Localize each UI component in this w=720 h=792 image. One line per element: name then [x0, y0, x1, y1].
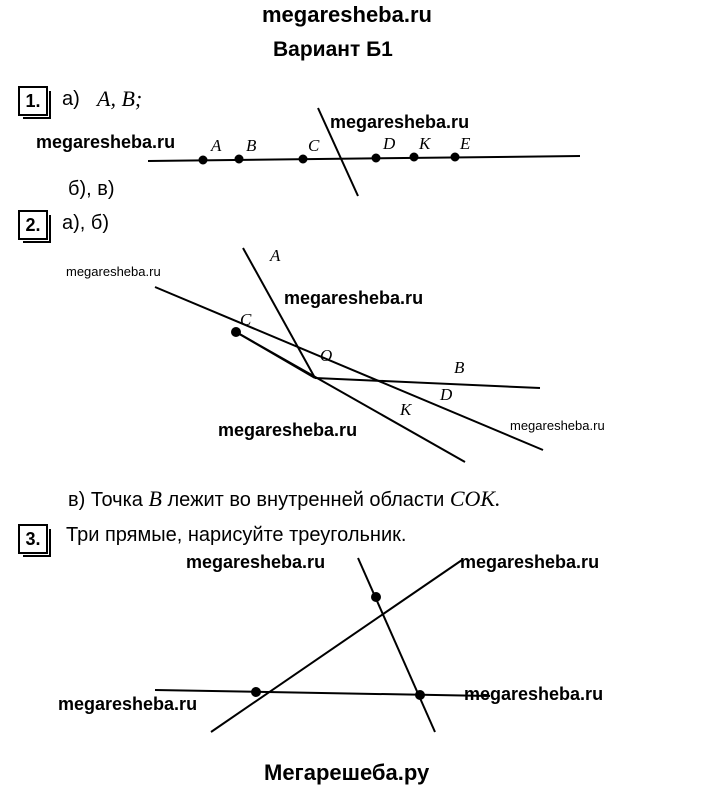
point-a-label: A [211, 136, 222, 155]
header-watermark: megaresheba.ru [262, 2, 432, 27]
point-b-dot [236, 156, 243, 163]
task1-line-ae [148, 156, 580, 161]
ray-oa [243, 248, 315, 378]
task2-watermark-mid: megaresheba.ru [284, 288, 424, 308]
task3-watermark-bottom-right: megaresheba.ru [464, 684, 604, 704]
task1-part-a-points: A, B; [97, 86, 143, 111]
task1-number-box: 1. [18, 86, 48, 116]
variant-title: Вариант Б1 [273, 38, 393, 61]
task3-watermark-top-right: megaresheba.ru [460, 552, 600, 572]
point-k-dot [411, 154, 418, 161]
point-e-dot [452, 154, 459, 161]
triangle-vertex-right [416, 691, 424, 699]
label-a: A [270, 246, 281, 265]
ray-ob [315, 378, 540, 388]
triangle-line-1 [358, 558, 435, 732]
footer-watermark: Мегарешеба.ру [264, 760, 430, 785]
point-d-label: D [383, 134, 396, 153]
triangle-vertex-left [252, 688, 260, 696]
label-c: C [240, 310, 252, 329]
point-d-dot [373, 155, 380, 162]
point-a-dot [200, 157, 207, 164]
conclusion-mid: лежит во внутренней области [167, 489, 445, 511]
point-c-label: C [308, 136, 320, 155]
task3-watermark-bottom-left: megaresheba.ru [58, 694, 198, 714]
task3-text: Три прямые, нарисуйте треугольник. [66, 524, 407, 546]
triangle-line-3 [155, 690, 490, 696]
task2-conclusion [68, 486, 501, 512]
task1-part-bc: б), в) [68, 178, 115, 200]
task1-part-a-prefix: а) [62, 88, 80, 110]
label-k: K [400, 400, 412, 419]
point-c-dot [300, 156, 307, 163]
point-e-label: E [460, 134, 471, 153]
point-c-dot-2 [232, 328, 240, 336]
task3-number-box: 3. [18, 524, 48, 554]
triangle-vertex-top [372, 593, 380, 601]
label-d: D [440, 385, 453, 404]
task2-part-ab: а), б) [62, 212, 110, 234]
task3-watermark-top-left: megaresheba.ru [186, 552, 326, 572]
point-k-label: K [419, 134, 431, 153]
task2-watermark-small-right: megaresheba.ru [510, 418, 605, 433]
conclusion-prefix: в) Точка [68, 489, 143, 511]
task1-watermark-top: megaresheba.ru [330, 112, 470, 132]
task1-watermark-left: megaresheba.ru [36, 132, 176, 152]
label-o: O [320, 346, 333, 365]
label-b: B [454, 358, 465, 377]
task2-number-box: 2. [18, 210, 48, 240]
task2-watermark-bottom: megaresheba.ru [218, 420, 358, 440]
point-b-label: B [246, 136, 257, 155]
conclusion-point: B [148, 486, 162, 511]
conclusion-angle: COK. [449, 486, 501, 511]
task2-watermark-small-left: megaresheba.ru [66, 264, 161, 279]
task3-drawing [155, 558, 490, 732]
